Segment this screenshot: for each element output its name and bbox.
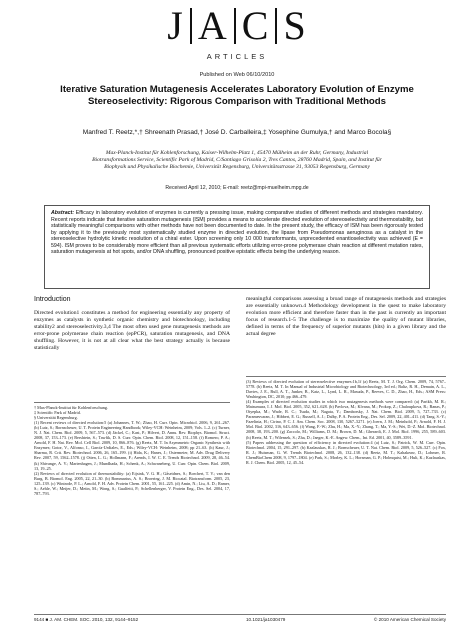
logo-letter-s: S [283, 3, 307, 48]
footnote-divider-left [34, 402, 230, 403]
footnote-item: (5) Papers addressing the question of efficiency in directed evolution:4 (a) Lutz, S.; Patrick, W. M. Curr. Opin. Biotechnol. 2004, 15, 291–297. (b) Kazlauskas, R. J.; Bornscheuer, U. T. Nat. Chem. Biol. 2009, 5, 526–527. (c) Fox, R. J.; Huisman, G. W. Trends Biotechnol. 2008, 26, 132–138. (d) Reetz, M. T.; Kahakeaw, D.; Lohmer, R. ChemBioChem 2008, 9, 1797–1804. (e) Park, S.; Morley, K. L.; Horsman, G. P.; Holmquist, M.; Hult, K.; Kazlauskas, R. J. Chem. Biol. 2005, 12, 45–54. [246, 439, 446, 465]
footnotes-left [34, 405, 230, 496]
publication-date: Published on Web 06/10/2010 [199, 72, 275, 78]
logo-divider [234, 8, 236, 44]
article-title: Iterative Saturation Mutagenesis Accelerates Laboratory Evolution of Enzyme Stereoselectivity: Rigorous Comparison with Traditional Methods [60, 84, 414, 107]
intro-text-right: meaningful comparisons assessing a broad range of mutagenesis methods and strategies are essentially unknown.4 Methodology development in the quest to make laboratory evolution more efficient and therefore faster than in the past is currently an important focus of research.1-5 The challenge is to maximize the quality of mutant libraries, defined in terms of the frequency of superior mutants (hits) in a given library and the actual degree [246, 296, 446, 338]
logo-letter-j: J [167, 3, 184, 48]
intro-text-left: Directed evolution1 constitutes a method for engineering essentially any property of enzymes as catalysts in synthetic organic chemistry and biotechnology, including stability2 and stereoselectivity.3,4 The most often used gene mutagenesis methods are error-prone polymerase chain reaction (epPCR), saturation mutagenesis, and DNA shuffling. However, it is not at all clear what the best strategy actually is because statistically [34, 310, 230, 352]
page-footer-copyright: © 2010 American Chemical Society [373, 617, 446, 622]
footnote-item: † Max-Planck-Institut für Kohlenforschung. [34, 405, 108, 410]
abstract-label: Abstract: [51, 210, 75, 216]
footnote-item: (3) Reviews of directed evolution of stereoselective enzymes:1b,1f (a) Reetz, M. T. J. Org. Chem. 2009, 74, 5767–5778. (b) Reetz, M. T. In Manual of Industrial Microbiology and Biotechnology, 3rd ed.; Baltz, R. H., Demain, A. L., Davies, J. E., Bull, A. T., Junker, B., Katz, L., Lynd, L. R., Masuda, P., Reeves, C. D., Zhao, H., Eds.; ASM Press: Washington, DC, 2010; pp 466–479. [246, 379, 446, 400]
logo-letter-c: C [241, 3, 270, 48]
abstract-text: Efficacy in laboratory evolution of enzymes is currently a pressing issue, making comparative studies of different methods and strategies mandatory. Recent reports indicate that iterative saturation mutagenesis (ISM) provides a means to accelerate directed evolution of stereoselectivity and thermostability, but statistically meaningful comparisons with other methods have not been documented to date. In the present study, the efficacy of ISM has been rigorously tested by applying it to the previously most systematically studied enzyme in directed evolution, the lipase from Pseudomonas aeruginosa as a catalyst in the stereoselective hydrolytic kinetic resolution of a chiral ester. Upon screening only 10 000 transformants, unprecedented enantioselectivity was achieved (E = 594). ISM proves to be considerably more efficient than all previous systematic efforts utilizing error-prone polymerase chain reaction at different mutation rates, saturation mutagenesis at hot spots, and/or DNA shuffling, pronounced positive epistatic effects being the underlying reason. [51, 210, 424, 256]
footnote-item: ‡ Scientific Park of Madrid. [34, 410, 81, 416]
section-heading-introduction: Introduction [34, 296, 71, 303]
author-list: Manfred T. Reetz,*,† Shreenath Prasad,† José D. Carballeira,‡ Yosephine Gumulya,† and Marco Bocola§ [82, 129, 392, 136]
received-line: Received April 12, 2010; E-mail: reetz@mpi-muelheim.mpg.de [165, 185, 309, 191]
footnote-item: (1) Recent reviews of directed evolution:5 (a) Johannes, T. W.; Zhao, H. Curr. Opin. Microbiol. 2006, 9, 261–267. (b) Lutz, S.; Bornscheuer, U. T. Protein Engineering Handbook; Wiley-VCH: Weinheim, 2009; Vols. 1–2. (c) Turner, N. J. Nat. Chem. Biol. 2009, 5, 567–573. (d) Jäckel, C.; Kast, P.; Hilvert, D. Annu. Rev. Biophys. Biomol. Struct. 2008, 37, 153–173. (e) Bershtein, S.; Tawfik, D. S. Curr. Opin. Chem. Biol. 2008, 12, 151–158. (f) Romero, P. A.; Arnold, F. H. Nat. Rev. Mol. Cell Biol. 2009, 10, 866–876. (g) Reetz, M. T. In Asymmetric Organic Synthesis with Enzymes; Gotor, V., Alfonso, I., García-Urdiales, E., Eds.; Wiley-VCH: Weinheim, 2008; pp 21–63. (h) Kaur, J.; Sharma, R. Crit. Rev. Biotechnol. 2006, 26, 165–199. (i) Hida, K.; Hanes, J.; Ostermeier, M. Adv. Drug Delivery Rev. 2007, 59, 1562–1578. (j) Otten, L. G.; Hollmann, F.; Arends, I. W. C. E. Trends Biotechnol. 2009, 28, 46–54. (k) Shivange, A. V.; Marienhagen, J.; Mundhada, H.; Schenk, A.; Schwaneberg, U. Curr. Opin. Chem. Biol. 2009, 13, 19–25. [34, 420, 230, 471]
footnotes-right [246, 379, 446, 465]
affiliations: Max-Planck-Institut für Kohlenforschung, Kaiser-Wilhelm-Platz 1, 45470 Mülheim an der Ruhr, Germany, Industrial Biotransformations Service, Scientific Park of Madrid, C/Santiago Grisolía 2, Tres Cantos, 28760 Madrid, Spain, and Institut für Biophysik und Physikalische Biochemie, Universität Regensburg, Universitätsstrasse 31, 93053 Regensburg, Germany [92, 150, 382, 171]
footnote-item: § Universität Regensburg. [34, 415, 78, 421]
footnote-divider-right [246, 376, 446, 377]
footnote-item: (4) Examples of directed evolution studies in which two mutagenesis methods were compared: (a) Parikh, M. R.; Matsumura, I. J. Mol. Biol. 2005, 352, 621–628. (b) Pavlova, M.; Klvana, M.; Prokop, Z.; Chaloupkova, R.; Banas, P.; Otyepka, M.; Wade, R. C.; Tsuda, M.; Nagata, Y.; Damborsky, J. Nat. Chem. Biol. 2009, 5, 727–733. (c) Paramesvaran, J.; Hibbert, E. G.; Russell, A. J.; Dalby, P. A. Protein Eng., Des. Sel. 2009, 22, 401–411. (d) Tang, S.-Y.; Fazelinia, H.; Cirino, P. C. J. Am. Chem. Soc. 2008, 130, 5267–5271. (e) Joern, J. M.; Meinhold, P.; Arnold, F. H. J. Mol. Biol. 2002, 316, 643–656. (f) Wang, F.-W.; Zhu, H.; Ma, X.-Y.; Zhang, T.; Ma, Y.-S.; Wei, D.-Z. Mol. Biotechnol. 2008, 38, 193–200. (g) Zaccolo, M.; Williams, D. M.; Brown, D. M.; Gherardi, E. J. Mol. Biol. 1996, 255, 589–603. (h) Reetz, M. T.; Wilensek, S.; Zha, D.; Jaeger, K.-E. Angew. Chem., Int. Ed. 2001, 40, 3589–3591. [246, 399, 446, 440]
footnote-item: (2) Reviews of directed evolution of thermostability: (a) Eijsink, V. G. H.; Gåseidnes, S.; Borchert, T. V.; van den Burg, B. Biomol. Eng. 2005, 22, 21–30. (b) Bommarius, A. S.; Broering, J. M. Biocatal. Biotransform. 2005, 23, 125–139. (c) Wintrode, P. L.; Arnold, F. H. Adv. Protein Chem. 2001, 55, 161–225. (d) Amin, N.; Liu, A. D.; Ramer, S.; Aehle, W.; Meijer, D.; Metin, M.; Wong, S.; Gualfetti, P.; Schellenberger, V. Protein Eng., Des. Sel. 2004, 17, 787–793. [34, 470, 230, 496]
journal-section-label: ARTICLES [206, 52, 268, 61]
logo-divider [275, 8, 277, 44]
page-footer-doi: 10.1021/ja1030479 [246, 617, 286, 622]
jacs-logo [0, 3, 474, 48]
abstract-box [44, 205, 430, 289]
footer-divider [34, 614, 446, 615]
logo-divider [190, 8, 192, 44]
page-footer-citation: 9144 ■ J. AM. CHEM. SOC. 2010, 132, 9144–9152 [34, 617, 139, 622]
logo-letter-a: A [197, 3, 228, 48]
masthead [0, 3, 474, 78]
